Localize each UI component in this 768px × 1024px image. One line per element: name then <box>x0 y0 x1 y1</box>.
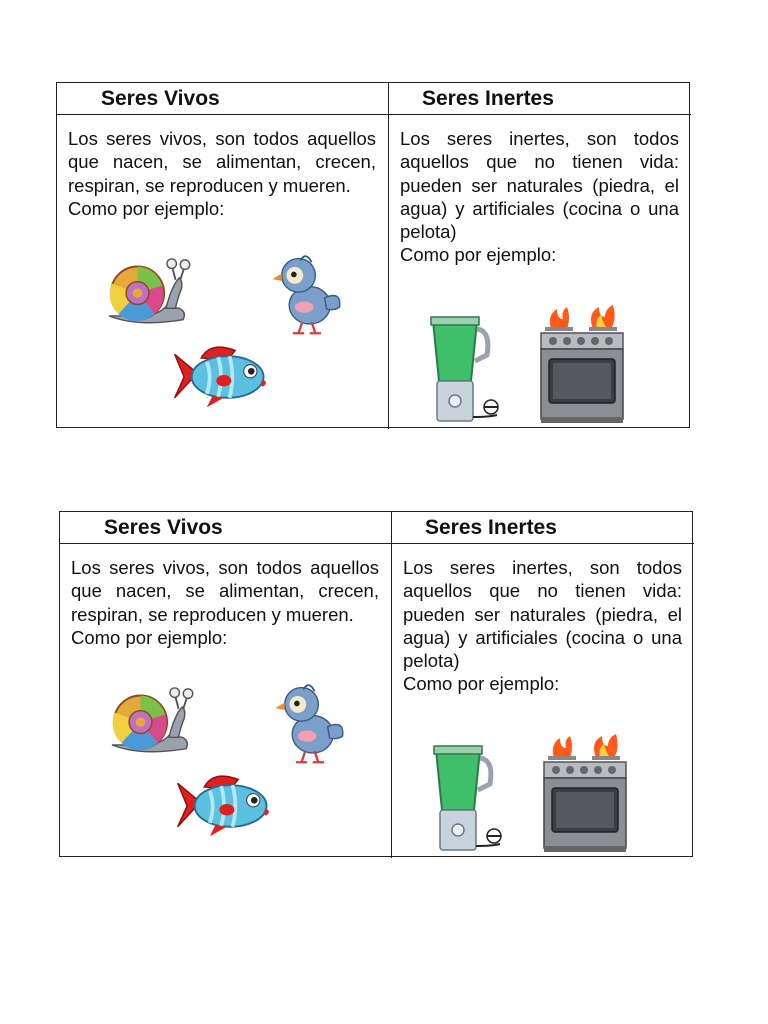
stove-icon <box>537 305 627 425</box>
stove-icon <box>540 734 630 854</box>
concept-card <box>59 511 693 857</box>
bird-icon <box>267 253 345 337</box>
inertes-example-label: Como por ejemplo: <box>400 244 557 266</box>
inertes-heading: Seres Inertes <box>392 512 694 544</box>
vivos-description: Los seres vivos, son todos aquellos que nacen, se alimentan, crecen, respiran, se reproducen y mueren. <box>68 128 376 196</box>
inertes-panel <box>392 544 694 858</box>
vivos-example-label: Como por ejemplo: <box>71 626 228 648</box>
inertes-description: Los seres inertes, son todos aquellos que no tienen vida: pueden ser naturales (piedra, el agua) y artificiales (cocina o una pelota) <box>400 128 679 243</box>
bird-icon <box>270 682 348 766</box>
fish-icon <box>172 770 276 840</box>
vivos-heading: Seres Vivos <box>60 512 392 544</box>
fish-icon <box>169 341 273 411</box>
vivos-text <box>71 556 379 649</box>
inertes-panel <box>389 115 691 429</box>
inertes-heading: Seres Inertes <box>389 83 691 115</box>
snail-icon <box>99 257 195 333</box>
vivos-heading: Seres Vivos <box>57 83 389 115</box>
blender-icon <box>426 744 506 854</box>
blender-icon <box>423 315 503 425</box>
concept-card <box>56 82 690 428</box>
vivos-example-label: Como por ejemplo: <box>68 197 225 219</box>
vivos-panel <box>60 544 392 858</box>
inertes-text <box>403 556 682 696</box>
inertes-example-label: Como por ejemplo: <box>403 673 560 695</box>
vivos-panel <box>57 115 389 429</box>
vivos-description: Los seres vivos, son todos aquellos que nacen, se alimentan, crecen, respiran, se reproducen y mueren. <box>71 557 379 625</box>
snail-icon <box>102 686 198 762</box>
vivos-text <box>68 127 376 220</box>
inertes-description: Los seres inertes, son todos aquellos que no tienen vida: pueden ser naturales (piedra, el agua) y artificiales (cocina o una pelota) <box>403 557 682 672</box>
inertes-text <box>400 127 679 267</box>
